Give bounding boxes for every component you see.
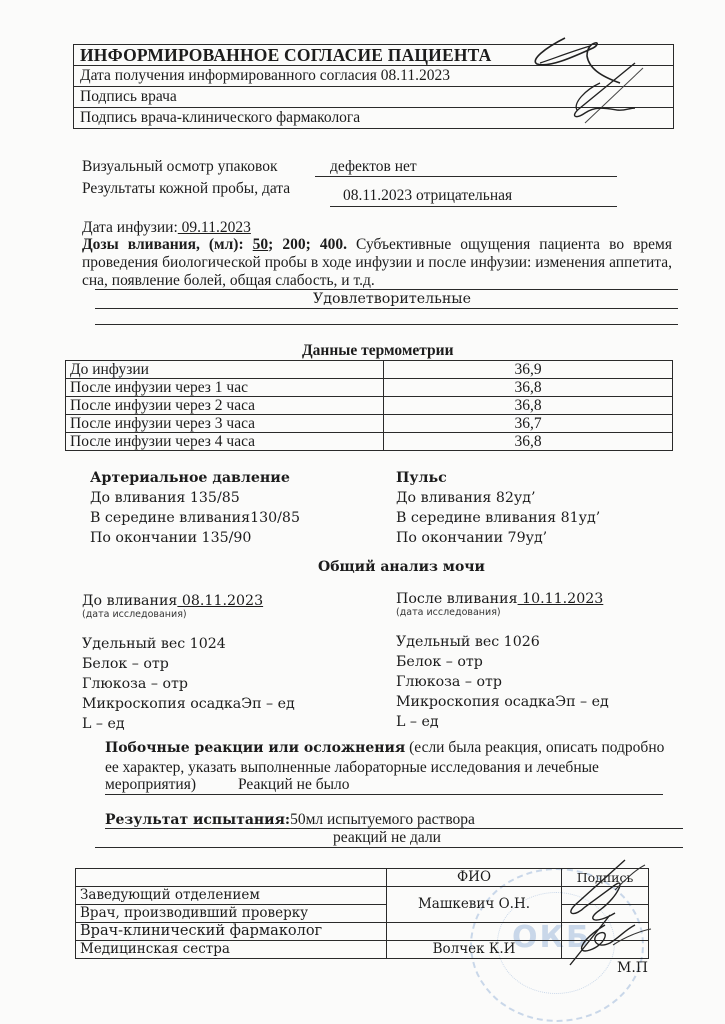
subjective-line-3 xyxy=(95,310,678,325)
doctor-signature-row: Подпись врача xyxy=(74,86,673,107)
side-effects-field xyxy=(105,776,663,795)
blood-pressure-title: Артериальное давление xyxy=(90,470,290,486)
side-effects-instr-2: ее характер, указать выполненные лабораторные исследования и лечебные xyxy=(105,759,599,776)
pulse-title: Пульс xyxy=(396,470,447,486)
blood-pressure-block xyxy=(90,468,300,548)
consent-title: ИНФОРМИРОВАННОЕ СОГЛАСИЕ ПАЦИЕНТА xyxy=(80,45,492,65)
thermo-label: До инфузии xyxy=(66,361,384,379)
consent-date: Дата получения информированного согласия 08.11.2023 xyxy=(74,65,673,86)
visual-inspection-label: Визуальный осмотр упаковок xyxy=(82,158,278,175)
test-result-value-2: реакций не дали xyxy=(333,829,441,846)
signoff-name-empty xyxy=(387,923,562,941)
signoff-name: Волчек К.И xyxy=(387,941,562,959)
skin-test-value: 08.11.2023 отрицательная xyxy=(343,187,513,204)
side-effects-instr-3: мероприятия) xyxy=(105,776,197,793)
thermo-value: 36,8 xyxy=(384,433,673,451)
urine-after-gravity: Удельный вес 1026 xyxy=(396,634,540,650)
table-row xyxy=(66,433,673,451)
thermo-label: После инфузии через 3 часа xyxy=(66,415,384,433)
signoff-role: Врач, производивший проверку xyxy=(76,905,387,923)
urine-after-date: 10.11.2023 xyxy=(517,591,604,607)
urine-before-gravity: Удельный вес 1024 xyxy=(82,636,226,652)
signoff-header-name: ФИО xyxy=(387,869,562,887)
seal-label: М.П xyxy=(617,960,648,976)
signoff-header-role xyxy=(76,869,387,887)
infusion-date xyxy=(82,219,251,237)
urine-after-protein: Белок – отр xyxy=(396,654,483,670)
urine-before-protein: Белок – отр xyxy=(82,656,169,672)
test-result-field xyxy=(105,810,683,829)
subjective-line-2 xyxy=(95,290,678,309)
subjective-result: Удовлетворительные xyxy=(313,291,471,307)
urinalysis-after xyxy=(396,589,609,732)
signature-icon xyxy=(525,28,645,128)
test-result-label: Результат испытания: xyxy=(105,812,291,828)
signoff-role: Врач-клинический фармаколог xyxy=(76,923,387,941)
urine-before-glucose: Глюкоза – отр xyxy=(82,676,188,692)
skin-test-field xyxy=(330,186,617,207)
table-row xyxy=(66,397,673,415)
thermo-label: После инфузии через 2 часа xyxy=(66,397,384,415)
signoff-header-signature: Подпись xyxy=(562,869,649,887)
pulse-middle: В середине вливания 81уд’ xyxy=(396,510,601,526)
pulse-before: До вливания 82уд’ xyxy=(396,490,536,506)
thermo-value: 36,9 xyxy=(384,361,673,379)
doses-rest: ; 200; 400. xyxy=(268,236,347,253)
urine-before-caption: (дата исследования) xyxy=(82,609,187,620)
bp-before: До вливания 135/85 xyxy=(90,490,240,506)
thermometry-title: Данные термометрии xyxy=(302,342,454,359)
infusion-date-label: Дата инфузии: xyxy=(82,219,178,236)
urine-after-label: После вливания xyxy=(396,591,518,607)
subjective-line-1 xyxy=(95,273,678,290)
skin-test-label: Результаты кожной пробы, дата xyxy=(82,180,291,197)
bp-after: По окончании 135/90 xyxy=(90,530,252,546)
urine-after-microscopy: Микроскопия осадкаЭп – ед xyxy=(396,694,609,710)
thermo-value: 36,8 xyxy=(384,397,673,415)
table-row xyxy=(66,415,673,433)
signoff-role: Заведующий отделением xyxy=(76,887,387,905)
urine-after-glucose: Глюкоза – отр xyxy=(396,674,502,690)
side-effects-value: Реакций не было xyxy=(238,776,350,793)
pulse-after: По окончании 79уд’ xyxy=(396,530,548,546)
pharmacologist-signature-row: Подпись врача-клинического фармаколога xyxy=(74,107,673,128)
thermo-value: 36,7 xyxy=(384,415,673,433)
table-row xyxy=(66,379,673,397)
urine-before-leukocytes: L – ед xyxy=(82,716,125,732)
bp-middle: В середине вливания130/85 xyxy=(90,510,300,526)
pulse-block xyxy=(396,468,600,548)
test-result-field-2 xyxy=(95,829,683,848)
table-row xyxy=(66,361,673,379)
urine-before-date: 08.11.2023 xyxy=(177,593,264,609)
urinalysis-before xyxy=(82,591,295,734)
infusion-date-value: 09.11.2023 xyxy=(177,219,251,236)
urine-before-microscopy: Микроскопия осадкаЭп – ед xyxy=(82,696,295,712)
thermo-label: После инфузии через 4 часа xyxy=(66,433,384,451)
side-effects-block xyxy=(105,738,675,778)
side-effects-instr-1: (если была реакция, описать подробно xyxy=(405,739,665,756)
side-effects-label: Побочные реакции или осложнения xyxy=(105,740,406,756)
urinalysis-title: Общий анализ мочи xyxy=(318,559,485,575)
thermo-label: После инфузии через 1 час xyxy=(66,379,384,397)
urine-after-caption: (дата исследования) xyxy=(396,607,501,618)
test-result-value-1: 50мл испытуемого раствора xyxy=(290,811,475,828)
visual-inspection-value: дефектов нет xyxy=(330,158,417,175)
urine-after-leukocytes: L – ед xyxy=(396,714,439,730)
visual-inspection-field xyxy=(315,158,617,177)
thermometry-table xyxy=(65,360,673,451)
signature-icon xyxy=(555,855,655,975)
dose-selected: 50 xyxy=(252,236,269,253)
doses-description: Субъективные ощущения пациента во время проведения биологической пробы в ходе инфузии и после инфузии: изменения аппетита, сна, появление болей, общая слабость, и т.д. xyxy=(82,236,672,289)
urine-before-label: До вливания xyxy=(82,593,178,609)
stamp-text: ОКБ xyxy=(512,920,591,955)
thermo-value: 36,8 xyxy=(384,379,673,397)
signoff-role: Медицинская сестра xyxy=(76,941,387,959)
signoff-name: Машкевич О.Н. xyxy=(387,887,562,923)
doses-label: Дозы вливания, (мл): xyxy=(82,236,253,253)
